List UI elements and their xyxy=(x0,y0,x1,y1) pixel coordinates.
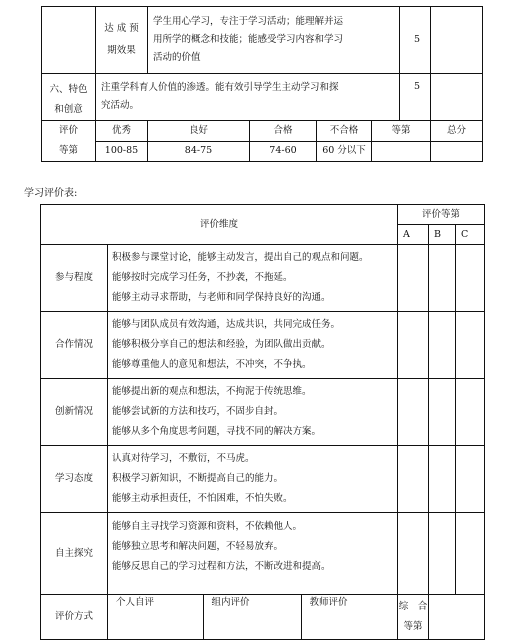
empty-cell xyxy=(42,7,96,74)
level-good: 良好 xyxy=(148,121,250,142)
grade-input-cell[interactable] xyxy=(372,141,431,162)
range-good: 84-75 xyxy=(148,141,250,162)
eval-header-row xyxy=(41,205,485,225)
criterion-text: 能够按时完成学习任务，不抄袭，不拖延。 xyxy=(112,272,293,283)
rating-header-row xyxy=(42,121,483,142)
features-label-line2: 和创意 xyxy=(54,104,83,115)
teacher-evaluation-cell[interactable] xyxy=(301,595,397,639)
level-excellent: 优秀 xyxy=(96,121,148,142)
overall-grade-line2: 等第 xyxy=(403,621,423,632)
level-fail: 不合格 xyxy=(317,121,372,142)
dimension-name: 参与程度 xyxy=(41,245,108,312)
overall-grade-input[interactable] xyxy=(429,595,485,640)
grade-a-cell[interactable] xyxy=(398,245,429,312)
grade-col-b: B xyxy=(429,225,456,245)
criteria-cell xyxy=(108,245,398,312)
features-score: 5 xyxy=(400,74,431,121)
overall-grade-label xyxy=(398,595,429,640)
teacher-evaluation-label: 教师评价 xyxy=(309,597,348,608)
dimension-name: 创新情况 xyxy=(41,379,108,446)
rating-label-line1: 评价 xyxy=(58,125,78,136)
criterion-text: 能够主动寻求帮助，与老师和同学保持良好的沟通。 xyxy=(112,292,331,303)
grade-c-cell[interactable] xyxy=(456,513,485,595)
features-row xyxy=(42,74,483,121)
expected-effect-label xyxy=(96,7,148,74)
grade-b-cell[interactable] xyxy=(429,513,456,595)
grade-c-cell[interactable] xyxy=(456,446,485,513)
grade-b-cell[interactable] xyxy=(429,379,456,446)
criterion-text: 能够主动承担责任，不怕困难，不怕失败。 xyxy=(112,493,293,504)
dimension-name: 合作情况 xyxy=(41,312,108,379)
expected-effect-desc-line: 活动的价值 xyxy=(153,52,201,64)
overall-grade-line1: 综 合 xyxy=(398,601,428,612)
features-label-line1: 六、特色 xyxy=(49,84,88,95)
grade-b-cell[interactable] xyxy=(429,245,456,312)
criterion-text: 积极参与课堂讨论，能够主动发言，提出自己的观点和问题。 xyxy=(112,252,369,263)
self-evaluation-cell[interactable] xyxy=(108,595,203,639)
expected-effect-description xyxy=(148,7,400,74)
grade-header: 等第 xyxy=(372,121,431,142)
evaluation-method-row xyxy=(41,595,485,640)
criteria-cell xyxy=(108,312,398,379)
total-header: 总分 xyxy=(431,121,483,142)
method-subtable xyxy=(108,595,397,639)
expected-effect-row xyxy=(42,7,483,74)
method-label: 评价方式 xyxy=(41,595,108,640)
criterion-text: 能够积极分享自己的想法和经验，为团队做出贡献。 xyxy=(112,339,331,350)
criterion-text: 能够独立思考和解决问题，不轻易放弃。 xyxy=(112,541,284,552)
features-description xyxy=(96,74,400,121)
criterion-text: 认真对待学习，不敷衍，不马虎。 xyxy=(112,453,255,464)
criterion-text: 能够从多个角度思考问题，寻找不同的解决方案。 xyxy=(112,426,322,437)
criterion-text: 积极学习新知识，不断提高自己的能力。 xyxy=(112,473,284,484)
criteria-cell xyxy=(108,446,398,513)
grade-a-cell[interactable] xyxy=(398,513,429,595)
group-evaluation-cell[interactable] xyxy=(203,595,301,639)
group-evaluation-label: 组内评价 xyxy=(211,597,250,608)
expected-effect-label-line1: 达 成 预 xyxy=(104,23,139,34)
grade-c-cell[interactable] xyxy=(456,245,485,312)
grade-level-header: 评价等第 xyxy=(398,205,485,225)
level-pass: 合格 xyxy=(250,121,317,142)
dimension-header: 评价维度 xyxy=(41,205,398,245)
criterion-text: 能够自主寻找学习资源和资料，不依赖他人。 xyxy=(112,521,303,532)
grade-a-cell[interactable] xyxy=(398,312,429,379)
dimension-name: 自主探究 xyxy=(41,513,108,595)
table-row xyxy=(41,446,485,513)
expected-effect-desc-line: 用所学的概念和技能；能感受学习内容和学习 xyxy=(153,33,344,45)
grade-c-cell[interactable] xyxy=(456,312,485,379)
table-row xyxy=(41,312,485,379)
features-label xyxy=(42,74,96,121)
method-cells xyxy=(108,595,398,640)
grade-a-cell[interactable] xyxy=(398,446,429,513)
grade-b-cell[interactable] xyxy=(429,312,456,379)
grade-col-a: A xyxy=(398,225,429,245)
grade-b-cell[interactable] xyxy=(429,446,456,513)
criterion-text: 能够尊重他人的意见和想法，不冲突，不争执。 xyxy=(112,359,312,370)
dimension-name: 学习态度 xyxy=(41,446,108,513)
table-row xyxy=(41,379,485,446)
criterion-text: 能够与团队成员有效沟通，达成共识，共同完成任务。 xyxy=(112,319,341,330)
expected-effect-score: 5 xyxy=(400,7,431,74)
total-input-cell[interactable] xyxy=(431,141,483,162)
rating-label-line2: 等第 xyxy=(58,145,78,156)
range-pass: 74-60 xyxy=(250,141,317,162)
self-evaluation-label: 个人自评 xyxy=(116,597,155,608)
criterion-text: 能够提出新的观点和想法，不拘泥于传统思维。 xyxy=(112,386,312,397)
table-row xyxy=(41,513,485,595)
empty-cell xyxy=(431,7,483,74)
features-desc-line: 究活动。 xyxy=(101,100,140,112)
expected-effect-label-line2: 期效果 xyxy=(107,45,136,56)
grade-col-c: C xyxy=(456,225,485,245)
empty-cell xyxy=(431,74,483,121)
range-excellent: 100-85 xyxy=(96,141,148,162)
features-desc-line: 注重学科育人价值的渗透。能有效引导学生主动学习和探 xyxy=(101,82,339,93)
grade-a-cell[interactable] xyxy=(398,379,429,446)
criteria-cell xyxy=(108,379,398,446)
criterion-text: 能够反思自己的学习过程和方法，不断改进和提高。 xyxy=(112,561,331,572)
table-row xyxy=(41,245,485,312)
criteria-cell xyxy=(108,513,398,595)
rating-label xyxy=(42,121,96,162)
learning-evaluation-heading: 学习评价表: xyxy=(24,188,78,199)
grade-c-cell[interactable] xyxy=(456,379,485,446)
lesson-evaluation-table xyxy=(41,6,483,162)
learning-evaluation-table xyxy=(40,204,485,640)
range-fail: 60 分以下 xyxy=(317,141,372,162)
expected-effect-desc-line: 学生用心学习，专注于学习活动；能理解并运 xyxy=(153,15,344,27)
rating-range-row xyxy=(42,141,483,162)
criterion-text: 能够尝试新的方法和技巧，不固步自封。 xyxy=(112,406,284,417)
